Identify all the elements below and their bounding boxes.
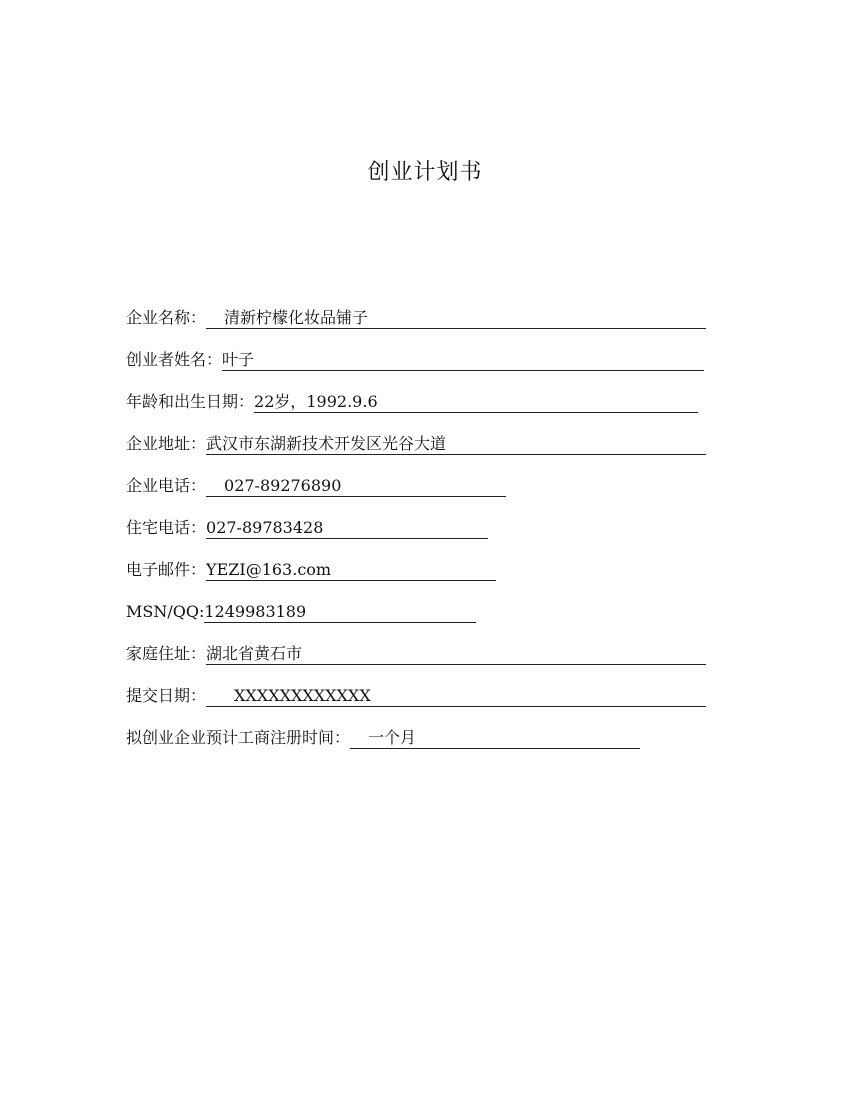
registration-time-label: 拟创业企业预计工商注册时间： <box>126 728 351 747</box>
home-address-label: 家庭住址： <box>126 644 207 663</box>
company-address-value: 武汉市东湖新技术开发区光谷大道 <box>206 433 706 455</box>
registration-time-row <box>126 723 640 749</box>
company-name-label: 企业名称： <box>126 308 207 327</box>
msn-qq-label: MSN/QQ: <box>126 602 205 621</box>
home-phone-row <box>126 513 488 539</box>
home-phone-label: 住宅电话： <box>126 518 207 537</box>
email-row <box>126 555 496 581</box>
home-address-row <box>126 639 706 665</box>
home-phone-value: 027-89783428 <box>206 517 488 539</box>
company-phone-label: 企业电话： <box>126 476 207 495</box>
email-value: YEZI@163.com <box>206 559 496 581</box>
company-phone-value: 027-89276890 <box>206 475 506 497</box>
submission-date-value: XXXXXXXXXXXX <box>206 685 706 707</box>
page-title: 创业计划书 <box>367 160 483 185</box>
registration-time-value: 一个月 <box>350 727 640 749</box>
company-address-label: 企业地址： <box>126 434 207 453</box>
founder-name-value: 叶子 <box>222 349 704 371</box>
age-birthdate-value: 22岁，1992.9.6 <box>254 391 698 413</box>
company-address-row <box>126 429 706 455</box>
founder-name-row <box>126 345 704 371</box>
home-address-value: 湖北省黄石市 <box>206 643 706 665</box>
submission-date-label: 提交日期： <box>126 686 207 705</box>
company-phone-row <box>126 471 506 497</box>
submission-date-row <box>126 681 706 707</box>
founder-name-label: 创业者姓名： <box>126 350 223 369</box>
msn-qq-row <box>126 597 476 623</box>
age-birthdate-row <box>126 387 698 413</box>
age-birthdate-label: 年龄和出生日期： <box>126 392 255 411</box>
email-label: 电子邮件： <box>126 560 207 579</box>
msn-qq-value: 1249983189 <box>204 601 476 623</box>
company-name-value: 清新柠檬化妆品铺子 <box>206 307 706 329</box>
company-name-row <box>126 303 706 329</box>
